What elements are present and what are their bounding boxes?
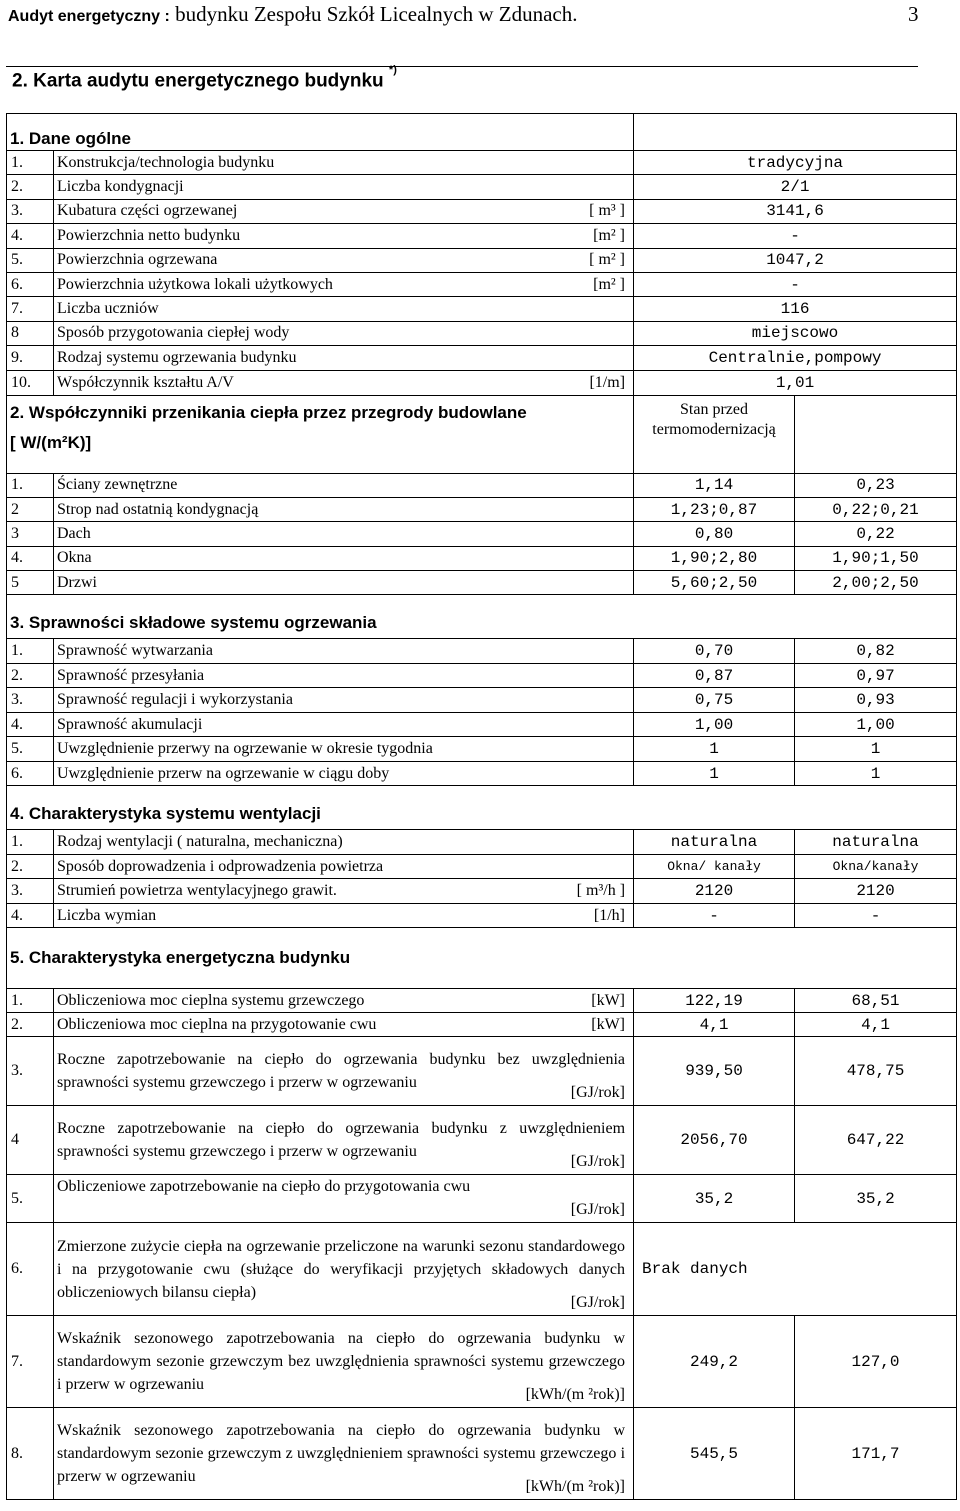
s3-row-after: 0,82 <box>795 639 957 664</box>
s1-row <box>7 151 957 175</box>
s1-blank-cell <box>634 114 957 151</box>
s5-row-label-cell <box>54 989 634 1013</box>
s5-row-label: Obliczeniowe zapotrzebowanie na ciepło do przygotowania cwu <box>57 1178 471 1196</box>
s5-row-before: 939,50 <box>634 1037 795 1106</box>
s5-row <box>7 1106 957 1175</box>
page-title <box>12 64 397 92</box>
title-footnote-mark: *) <box>388 64 397 76</box>
s4-row-before: Okna/ kanały <box>634 854 795 879</box>
s4-row <box>7 854 957 879</box>
s5-row-number: 4 <box>7 1106 54 1175</box>
s5-row <box>7 989 957 1013</box>
s1-row <box>7 272 957 296</box>
s5-row-before: 122,19 <box>634 989 795 1013</box>
s5-row-unit: [kW] <box>591 1015 626 1033</box>
s1-row <box>7 199 957 223</box>
s5-row <box>7 1175 957 1223</box>
s2-row-after: 1,90;1,50 <box>795 546 957 570</box>
s2-row-number: 5 <box>7 571 54 595</box>
s5-row-number: 1. <box>7 989 54 1013</box>
s1-row-unit: [ m² ] <box>589 251 626 269</box>
s1-row-label-cell <box>54 175 634 199</box>
s4-row-label: Strumień powietrza wentylacyjnego grawit. <box>57 882 337 900</box>
s1-row <box>7 224 957 248</box>
s3-row-label: Uwzględnienie przerwy na ogrzewanie w okresie tygodnia <box>54 737 634 762</box>
s5-row-unit: [kWh/(m ²rok)] <box>525 1478 626 1496</box>
s3-row-label: Sprawność regulacji i wykorzystania <box>54 688 634 713</box>
s5-row-label: Zmierzone zużycie ciepła na ogrzewanie przeliczone na warunki sezonu standardowego i na przygotowanie cwu (służące do weryfikacji przyjętych składowych danych obliczeniowych bilansu ciepła) <box>57 1237 626 1301</box>
s3-row <box>7 639 957 664</box>
s1-row-label-cell <box>54 272 634 296</box>
s1-row-label-cell <box>54 297 634 321</box>
title-text: 2. Karta audytu energetycznego budynku <box>12 70 389 92</box>
s1-row-unit: [ m³ ] <box>589 202 626 220</box>
s3-row-label: Sprawność przesyłania <box>54 663 634 688</box>
s5-row-number: 8. <box>7 1408 54 1500</box>
s5-row-label-cell <box>54 1223 634 1316</box>
s4-row-label: Rodzaj wentylacji ( naturalna, mechaniczna) <box>57 833 343 851</box>
s3-row-number: 4. <box>7 712 54 737</box>
s4-row-number: 1. <box>7 830 54 855</box>
s5-row-after: 171,7 <box>795 1408 957 1500</box>
s5-row-after: 127,0 <box>795 1316 957 1408</box>
s3-row <box>7 663 957 688</box>
s2-row-before: 1,90;2,80 <box>634 546 795 570</box>
s2-row-label: Dach <box>54 522 634 546</box>
s2-row-number: 4. <box>7 546 54 570</box>
s1-row-label: Kubatura części ogrzewanej <box>57 202 238 220</box>
s1-row-number: 3. <box>7 199 54 223</box>
s4-row-unit: [ m³/h ] <box>576 882 626 900</box>
s2-row-after: 0,23 <box>795 473 957 497</box>
page-number: 3 <box>908 2 919 26</box>
s1-row-label-cell <box>54 248 634 272</box>
s1-row-label-cell <box>54 224 634 248</box>
header-prefix: Audyt energetyczny : <box>8 8 170 25</box>
s5-row-after: 647,22 <box>795 1106 957 1175</box>
s2-row-before: 0,80 <box>634 522 795 546</box>
s1-row-number: 1. <box>7 151 54 175</box>
s1-row-unit: [1/m] <box>589 373 626 391</box>
s1-row <box>7 297 957 321</box>
s2-row <box>7 497 957 521</box>
s5-row-number: 6. <box>7 1223 54 1316</box>
s2-row-label: Okna <box>54 546 634 570</box>
s5-row-before: 2056,70 <box>634 1106 795 1175</box>
s2-row-before: 1,14 <box>634 473 795 497</box>
s1-row-value: 1,01 <box>634 370 957 395</box>
s1-row-label-cell <box>54 199 634 223</box>
s5-row <box>7 1013 957 1037</box>
s1-row-number: 7. <box>7 297 54 321</box>
s5-row-label-cell <box>54 1175 634 1223</box>
s4-row <box>7 830 957 855</box>
s5-row-after: 68,51 <box>795 989 957 1013</box>
s3-heading-row <box>7 595 957 639</box>
s2-col-after-header <box>795 395 957 473</box>
s3-row-label: Uwzględnienie przerw na ogrzewanie w ciągu doby <box>54 761 634 786</box>
s1-row-label-cell <box>54 346 634 370</box>
s3-row-after: 0,93 <box>795 688 957 713</box>
s1-row-value: miejscowo <box>634 321 957 345</box>
s2-row-number: 3 <box>7 522 54 546</box>
s5-row-unit: [kWh/(m ²rok)] <box>525 1386 626 1404</box>
s5-row-unit: [kW] <box>591 991 626 1009</box>
s5-row-label: Roczne zapotrzebowanie na ciepło do ogrzewania budynku bez uwzględnienia sprawności systemu grzewczego i przerw w ogrzewaniu <box>57 1051 626 1092</box>
s4-row-label: Sposób doprowadzenia i odprowadzenia powietrza <box>57 857 384 875</box>
s3-row-before: 1 <box>634 737 795 762</box>
s5-row <box>7 1408 957 1500</box>
s1-row-value: Centralnie,pompowy <box>634 346 957 370</box>
s5-row-label-cell <box>54 1013 634 1037</box>
s2-row <box>7 522 957 546</box>
s4-row-label-cell <box>54 879 634 904</box>
s1-row-label: Rodzaj systemu ogrzewania budynku <box>57 348 297 366</box>
s5-row <box>7 1037 957 1106</box>
s5-row-before: 35,2 <box>634 1175 795 1223</box>
s4-heading: 4. Charakterystyka systemu wentylacji <box>7 786 957 830</box>
s5-row-number: 2. <box>7 1013 54 1037</box>
s2-row-label: Drzwi <box>54 571 634 595</box>
s4-row-after: naturalna <box>795 830 957 855</box>
s4-row-after: - <box>795 903 957 928</box>
s2-col-before-header: Stan przed termomodernizacją <box>634 395 795 473</box>
s3-row-before: 0,87 <box>634 663 795 688</box>
s5-row-before: 545,5 <box>634 1408 795 1500</box>
header-subject: budynku Zespołu Szkół Licealnych w Zdunach. <box>169 2 578 26</box>
s5-row-label: Roczne zapotrzebowanie na ciepło do ogrzewania budynku z uwzględnieniem sprawności systemu grzewczego i przerw w ogrzewaniu <box>57 1120 626 1161</box>
s1-row-unit: [m² ] <box>593 275 626 293</box>
s1-row <box>7 370 957 395</box>
s5-row <box>7 1223 957 1316</box>
s4-row-before: 2120 <box>634 879 795 904</box>
s1-row-number: 10. <box>7 370 54 395</box>
s1-row-number: 4. <box>7 224 54 248</box>
s1-row-value: 1047,2 <box>634 248 957 272</box>
header-rule <box>6 66 918 67</box>
s2-row <box>7 473 957 497</box>
s5-row-unit: [GJ/rok] <box>570 1201 626 1219</box>
s4-row-after: Okna/kanały <box>795 854 957 879</box>
s3-row-before: 1 <box>634 761 795 786</box>
s5-row-number: 7. <box>7 1316 54 1408</box>
s1-heading: 1. Dane ogólne <box>7 114 634 151</box>
s1-row-label: Powierzchnia użytkowa lokali użytkowych <box>57 275 333 293</box>
s1-row-value: tradycyjna <box>634 151 957 175</box>
s1-row-label-cell <box>54 370 634 395</box>
s2-row <box>7 571 957 595</box>
s1-row-value: 116 <box>634 297 957 321</box>
s3-row-number: 5. <box>7 737 54 762</box>
s3-row-number: 2. <box>7 663 54 688</box>
s4-row-label-cell <box>54 903 634 928</box>
audit-card-table <box>6 113 957 1500</box>
s1-row-number: 6. <box>7 272 54 296</box>
s2-heading: 2. Współczynniki przenikania ciepła przez przegrody budowlane <box>10 402 527 422</box>
s2-row-after: 0,22 <box>795 522 957 546</box>
s2-heading-cell <box>7 395 634 473</box>
s4-row-after: 2120 <box>795 879 957 904</box>
s1-row-number: 2. <box>7 175 54 199</box>
s3-row-number: 1. <box>7 639 54 664</box>
s1-row-number: 5. <box>7 248 54 272</box>
s5-row-number: 3. <box>7 1037 54 1106</box>
s2-row-number: 2 <box>7 497 54 521</box>
s1-row-label-cell <box>54 151 634 175</box>
s1-row-label: Sposób przygotowania ciepłej wody <box>57 324 290 342</box>
page-header <box>8 2 918 32</box>
s1-row <box>7 346 957 370</box>
s5-heading-row <box>7 928 957 989</box>
s4-row-number: 4. <box>7 903 54 928</box>
s4-row <box>7 879 957 904</box>
s3-row-label: Sprawność wytwarzania <box>54 639 634 664</box>
s1-row <box>7 175 957 199</box>
s3-row <box>7 761 957 786</box>
s4-row-label-cell <box>54 830 634 855</box>
s5-row-label: Obliczeniowa moc cieplna systemu grzewczego <box>57 991 365 1009</box>
s2-row-label: Ściany zewnętrzne <box>54 473 634 497</box>
s1-row-label: Liczba kondygnacji <box>57 178 184 196</box>
s5-row-label: Obliczeniowa moc cieplna na przygotowanie cwu <box>57 1015 377 1033</box>
s5-row-before: 4,1 <box>634 1013 795 1037</box>
s4-row-number: 3. <box>7 879 54 904</box>
s5-row-label-cell <box>54 1106 634 1175</box>
s1-row-label: Powierzchnia ogrzewana <box>57 251 218 269</box>
s1-row <box>7 248 957 272</box>
s2-row-after: 0,22;0,21 <box>795 497 957 521</box>
s3-row-label: Sprawność akumulacji <box>54 712 634 737</box>
s5-heading: 5. Charakterystyka energetyczna budynku <box>7 928 957 989</box>
s5-row-unit: [GJ/rok] <box>570 1153 626 1171</box>
s5-row-unit: [GJ/rok] <box>570 1084 626 1102</box>
s5-row-before: Brak danych <box>634 1223 957 1316</box>
s5-row-after: 35,2 <box>795 1175 957 1223</box>
s5-row-before: 249,2 <box>634 1316 795 1408</box>
s4-row-number: 2. <box>7 854 54 879</box>
s2-row-before: 1,23;0,87 <box>634 497 795 521</box>
s1-heading-row <box>7 114 957 151</box>
s1-row <box>7 321 957 345</box>
s2-row-after: 2,00;2,50 <box>795 571 957 595</box>
s2-row-before: 5,60;2,50 <box>634 571 795 595</box>
s5-row-label: Wskaźnik sezonowego zapotrzebowania na ciepło do ogrzewania budynku w standardowym sezonie grzewczym bez uwzględnienia sprawności systemu grzewczego i przerw w ogrzewaniu <box>57 1330 626 1394</box>
s4-row-unit: [1/h] <box>593 906 626 924</box>
s2-heading-unit: [ W/(m²K)] <box>10 432 92 452</box>
s1-row-label: Powierzchnia netto budynku <box>57 226 241 244</box>
s3-row-after: 1 <box>795 761 957 786</box>
s3-heading: 3. Sprawności składowe systemu ogrzewania <box>7 595 957 639</box>
s5-row-after: 4,1 <box>795 1013 957 1037</box>
s1-row-label: Konstrukcja/technologia budynku <box>57 153 275 171</box>
s3-row-after: 1 <box>795 737 957 762</box>
s5-row-after: 478,75 <box>795 1037 957 1106</box>
s5-row-label-cell <box>54 1316 634 1408</box>
s1-row-label: Liczba uczniów <box>57 300 159 318</box>
s3-row-after: 1,00 <box>795 712 957 737</box>
s2-row <box>7 546 957 570</box>
s1-row-label: Współczynnik kształtu A/V <box>57 373 234 391</box>
s3-row-number: 3. <box>7 688 54 713</box>
s5-row-label: Wskaźnik sezonowego zapotrzebowania na ciepło do ogrzewania budynku w standardowym sezonie grzewczym z uwzględnieniem sprawności systemu grzewczego i przerw w ogrzewaniu <box>57 1422 626 1486</box>
s3-row <box>7 688 957 713</box>
s2-row-number: 1. <box>7 473 54 497</box>
s1-row-number: 9. <box>7 346 54 370</box>
s2-heading-row <box>7 395 957 473</box>
s1-row-value: 3141,6 <box>634 199 957 223</box>
s4-row-label: Liczba wymian <box>57 906 157 924</box>
s5-row <box>7 1316 957 1408</box>
s3-row-before: 1,00 <box>634 712 795 737</box>
s4-heading-row <box>7 786 957 830</box>
s1-row-value: - <box>634 224 957 248</box>
s1-row-value: 2/1 <box>634 175 957 199</box>
s5-row-label-cell <box>54 1408 634 1500</box>
s5-row-label-cell <box>54 1037 634 1106</box>
s3-row-after: 0,97 <box>795 663 957 688</box>
s1-row-label-cell <box>54 321 634 345</box>
s5-row-unit: [GJ/rok] <box>570 1294 626 1312</box>
s1-row-unit: [m² ] <box>593 226 626 244</box>
s4-row-before: naturalna <box>634 830 795 855</box>
s3-row-before: 0,75 <box>634 688 795 713</box>
s2-row-label: Strop nad ostatnią kondygnacją <box>54 497 634 521</box>
s3-row <box>7 737 957 762</box>
s4-row-label-cell <box>54 854 634 879</box>
s5-row-number: 5. <box>7 1175 54 1223</box>
s3-row-before: 0,70 <box>634 639 795 664</box>
s3-row-number: 6. <box>7 761 54 786</box>
s4-row-before: - <box>634 903 795 928</box>
s1-row-number: 8 <box>7 321 54 345</box>
s1-row-value: - <box>634 272 957 296</box>
s4-row <box>7 903 957 928</box>
s3-row <box>7 712 957 737</box>
